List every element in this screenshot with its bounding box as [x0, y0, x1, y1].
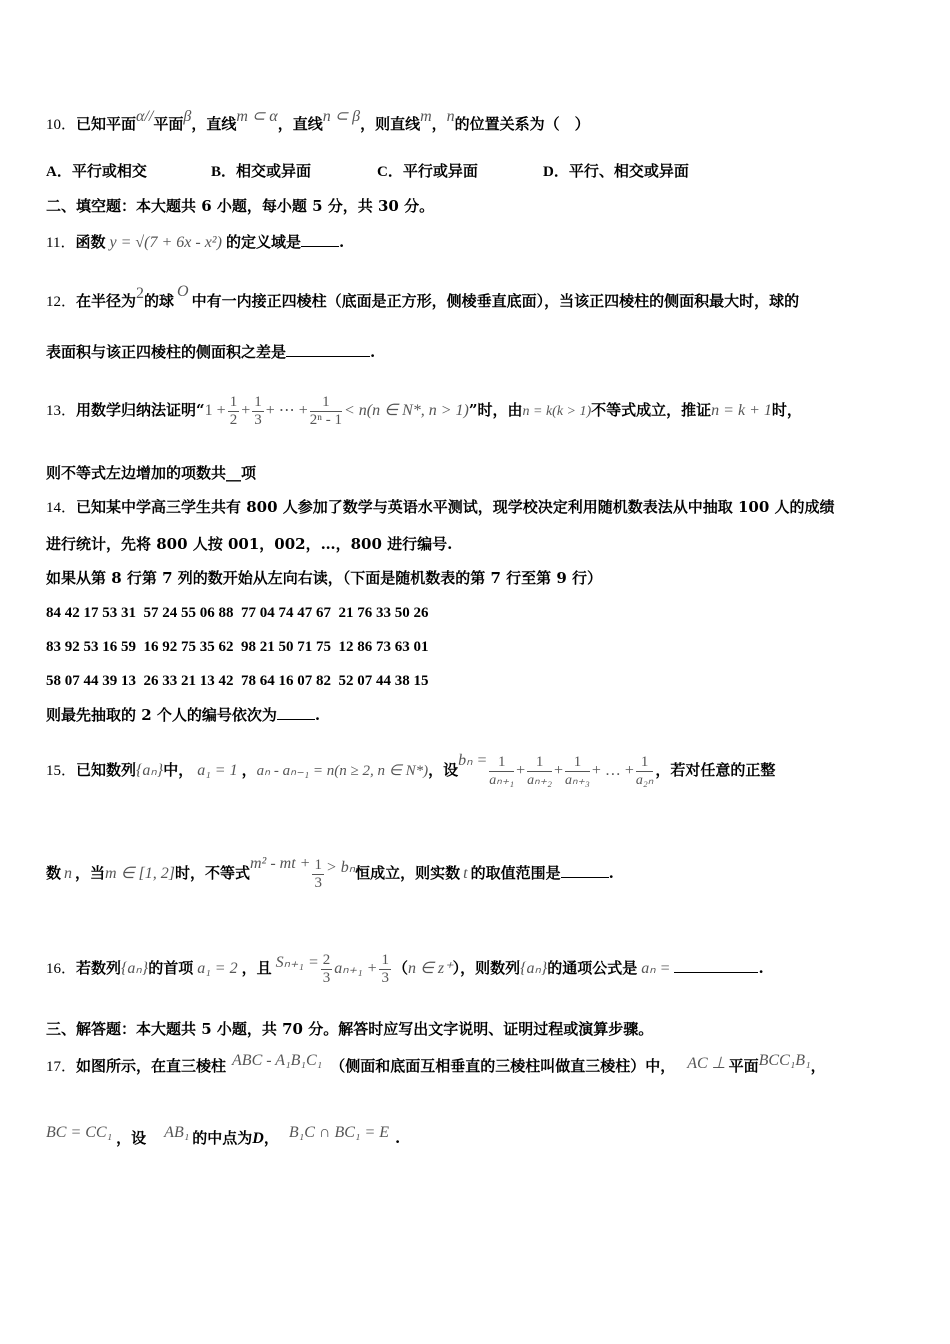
- frac-denominator: a₂ₙ: [635, 772, 654, 788]
- q17-math-ab1: AB₁: [164, 1124, 190, 1141]
- q13-stem: 13．用数学归纳法证明“1 + $\frac{1}{2}$ + $\frac{1}{3}$ + ⋯ + $\frac{1}{\text{2ⁿ - 1}}$ < n(n ∈ N*, n > 1)”时，由n = k(k > 1)不等式成立，推证n = k + 1时，: [46, 393, 802, 428]
- q15-answer-blank[interactable]: [561, 863, 609, 878]
- q13-math-n-eq-k-plus-1: n = k + 1: [711, 402, 772, 419]
- q13-frac-last: [310, 394, 342, 429]
- q15-math-gt-bn: > bₙ: [325, 859, 356, 876]
- q10-math-alpha: α//: [136, 108, 154, 125]
- q12-stem: [46, 283, 800, 312]
- q15-frac-2: [527, 754, 552, 789]
- q15-plus: +: [554, 762, 564, 779]
- q17-math-bc-eq: BC = CC₁: [46, 1124, 113, 1141]
- frac-numerator: 1: [229, 393, 238, 410]
- q16-text: ），则数列: [452, 959, 521, 977]
- q15-math-ineq: m² - mt +: [250, 855, 311, 872]
- q10-text: ，直线: [277, 115, 323, 133]
- frac-numerator: 2: [322, 951, 331, 968]
- q16-text: （: [392, 959, 408, 977]
- q16-text: .: [758, 959, 764, 977]
- q10-text: ，则直线: [360, 115, 421, 133]
- q15-text: .: [608, 864, 614, 882]
- q10-math-n: n: [446, 108, 455, 125]
- q10-math-beta: β: [183, 108, 192, 125]
- q17-math-ac-perp: AC ⊥: [687, 1055, 726, 1072]
- frac-numerator: 1: [636, 754, 653, 772]
- q17-text: 的中点为: [192, 1129, 253, 1147]
- q10-text: 已知平面: [76, 115, 137, 133]
- q10-option-c[interactable]: [377, 161, 543, 182]
- q15-plus: +: [516, 762, 526, 779]
- q10-number: 10．: [46, 117, 77, 133]
- q10-text: ，直线: [191, 115, 237, 133]
- frac-numerator: 1: [527, 754, 552, 772]
- random-table-row-8: 83 92 53 16 59 16 92 75 35 62 98 21 50 71 75 12 86 73 63 01: [46, 639, 429, 655]
- q10-math-m-in-alpha: m ⊂ α: [236, 108, 278, 125]
- q15-frac-1: [489, 754, 514, 789]
- q12-line2: [46, 342, 375, 362]
- q17-stem: [46, 1052, 826, 1077]
- q17-math-prism: ABC - A₁B₁C₁: [232, 1052, 323, 1069]
- q14-number: 14．: [46, 500, 77, 516]
- q10-text: 的位置关系为（ ）: [454, 115, 590, 133]
- q10-option-b[interactable]: [211, 161, 377, 182]
- q15-line2: [46, 850, 614, 896]
- q15-text: 数: [46, 864, 62, 882]
- q10-option-a[interactable]: [46, 161, 211, 182]
- option-text: 平行或异面: [402, 162, 478, 180]
- q16-frac-two-thirds: [321, 952, 333, 987]
- q17-text: 如图所示，在直三棱柱: [76, 1057, 227, 1075]
- q11-stem: [46, 232, 344, 253]
- q17-text: 平面: [728, 1057, 759, 1075]
- q10-text: ，: [431, 115, 447, 133]
- q17-text: .: [395, 1129, 401, 1147]
- q16-math-s: Sₙ₊₁ =: [275, 954, 319, 971]
- option-letter: C．: [377, 164, 403, 180]
- q16-answer-blank[interactable]: [674, 958, 758, 973]
- q13-text: 时，: [771, 401, 802, 419]
- q13-math-dots: + ⋯ +: [265, 402, 308, 419]
- frac-numerator: 1: [381, 951, 389, 968]
- q12-text: 表面积与该正四棱柱的侧面积之差是: [46, 343, 287, 361]
- frac-denominator: 3: [254, 411, 262, 428]
- q16-text: 若数列: [76, 959, 122, 977]
- q12-number: 12．: [46, 294, 77, 310]
- q15-math-n: n: [64, 865, 73, 882]
- q14-line4: [46, 705, 320, 725]
- q13-text: ”时，由: [468, 401, 523, 419]
- q14-line3: 如果从第 8 行第 7 列的数开始从左向右读，（下面是随机数表的第 7 行至第 9 行）: [46, 569, 603, 587]
- q15-text: 时，不等式: [174, 864, 250, 882]
- q13-number: 13．: [46, 403, 77, 419]
- q12-text: .: [370, 343, 376, 361]
- q10-stem: [46, 108, 590, 135]
- frac-numerator: 1: [565, 754, 590, 772]
- q17-text: ，设: [116, 1129, 147, 1147]
- q10-options: [46, 161, 689, 182]
- q12-text: 在半径为: [76, 292, 137, 310]
- q15-plus-dots: + … +: [591, 762, 634, 779]
- q17-text: ，: [810, 1057, 826, 1075]
- q16-math-seq2: {aₙ}: [520, 960, 548, 977]
- q15-text: ，: [241, 761, 257, 779]
- q10-option-d[interactable]: [543, 161, 689, 182]
- q13-text: 用数学归纳法证明“: [76, 401, 205, 419]
- q10-text: 平面: [153, 115, 184, 133]
- q15-text: 中，: [163, 761, 194, 779]
- q10-math-n-in-beta: n ⊂ β: [322, 108, 361, 125]
- q11-answer-blank[interactable]: [301, 232, 339, 247]
- q16-math-an: aₙ =: [641, 960, 671, 977]
- q15-text: 恒成立，则实数: [355, 864, 461, 882]
- frac-denominator: 3: [322, 969, 331, 986]
- q15-frac-3: [565, 754, 590, 789]
- option-text: 平行、相交或异面: [568, 162, 689, 180]
- section-3-heading: 三、解答题：本大题共 5 小题，共 70 分。解答时应写出文字说明、证明过程或演算步骤。: [46, 1020, 654, 1038]
- q16-frac-third: [379, 952, 391, 987]
- frac-denominator: 3: [381, 969, 389, 986]
- q16-math-seq: {aₙ}: [121, 960, 149, 977]
- random-table-row-9: 58 07 44 39 13 26 33 21 13 42 78 64 16 07 82 52 07 44 38 15: [46, 673, 429, 689]
- q15-math-m-range: m ∈ [1, 2]: [105, 865, 175, 882]
- q15-text: 的取值范围是: [470, 864, 561, 882]
- q17-text: ，: [263, 1129, 279, 1147]
- q12-text: 的球: [144, 292, 175, 310]
- q14-answer-blank[interactable]: [277, 705, 315, 720]
- q16-math-n-domain: n ∈ z⁺: [407, 960, 453, 977]
- q15-text: 已知数列: [76, 761, 137, 779]
- q14-text: 则最先抽取的 2 个人的编号依次为: [46, 706, 277, 724]
- q15-stem: [46, 745, 775, 795]
- option-letter: D．: [543, 164, 569, 180]
- option-letter: B．: [211, 164, 237, 180]
- frac-denominator: aₙ₊₂: [527, 772, 552, 788]
- q10-math-m: m: [420, 108, 432, 125]
- q11-number: 11．: [46, 235, 76, 251]
- q13-text: 不等式成立，推证: [591, 401, 712, 419]
- frac-denominator: aₙ₊₁: [489, 772, 515, 788]
- frac-numerator: 1: [489, 754, 514, 772]
- q15-math-recurrence: aₙ - aₙ₋₁ = n(n ≥ 2, n ∈ N*): [256, 763, 429, 779]
- random-table-row-7: 84 42 17 53 31 57 24 55 06 88 77 04 74 47 67 21 76 33 50 26: [46, 605, 429, 621]
- q16-math-a1: a₁ = 2: [197, 960, 238, 977]
- q15-math-seq: {aₙ}: [136, 762, 164, 779]
- q15-frac-4: [636, 754, 653, 789]
- q15-text: ，当: [75, 864, 106, 882]
- q13-math-n-eq-k: n = k(k > 1): [522, 404, 592, 419]
- q17-number: 17．: [46, 1059, 77, 1075]
- q15-math-a1: a₁ = 1: [197, 762, 238, 779]
- option-letter: A．: [46, 164, 72, 180]
- q16-number: 16．: [46, 961, 77, 977]
- q15-number: 15．: [46, 763, 77, 779]
- frac-numerator: 1: [314, 856, 322, 873]
- frac-denominator: aₙ₊₃: [565, 772, 590, 788]
- q16-math-a-plus: aₙ₊₁ +: [334, 960, 378, 977]
- q17-line2: [46, 1124, 401, 1149]
- option-text: 平行或相交: [71, 162, 147, 180]
- section-2-heading: 二、填空题：本大题共 6 小题，每小题 5 分，共 30 分。: [46, 197, 435, 215]
- q16-text: 的首项: [148, 959, 194, 977]
- q16-text: 的通项公式是: [547, 959, 638, 977]
- q15-frac-third: [312, 857, 324, 892]
- q11-text: 的定义域是: [225, 233, 301, 251]
- frac-numerator: 1: [254, 393, 262, 410]
- q14-stem: [46, 497, 835, 518]
- q13-math-rhs: < n(n ∈ N*, n > 1): [344, 402, 469, 419]
- option-text: 相交或异面: [236, 162, 312, 180]
- q16-stem: [46, 943, 764, 993]
- q12-math-sphere-o: O: [177, 283, 189, 300]
- q17-text: （侧面和底面互相垂直的三棱柱叫做直三棱柱）中，: [330, 1057, 676, 1075]
- q13-math-lhs: 1 +: [204, 402, 226, 419]
- q15-math-t: t: [463, 865, 468, 882]
- q14-text: 已知某中学高三学生共有 800 人参加了数学与英语水平测试，现学校决定利用随机数表法从中抽取 100 人的成绩: [76, 498, 835, 516]
- q14-text: .: [314, 706, 321, 724]
- q11-math-function: y = √(7 + 6x - x²): [109, 234, 222, 251]
- frac-denominator: 3: [314, 874, 322, 891]
- q13-frac-third: [252, 394, 264, 429]
- q11-text: 函数: [75, 233, 106, 251]
- q17-math-intersection: B₁C ∩ BC₁ = E: [288, 1124, 390, 1141]
- frac-denominator: 2ⁿ - 1: [309, 411, 342, 428]
- q14-line2: 进行统计，先将 800 人按 001，002，…，800 进行编号.: [46, 535, 453, 553]
- q11-text: .: [338, 233, 345, 251]
- frac-numerator: 1: [310, 394, 342, 412]
- q12-answer-blank[interactable]: [286, 342, 370, 357]
- q16-text: ，且: [241, 959, 272, 977]
- q15-math-bn: bₙ =: [458, 752, 488, 769]
- q15-text: ，若对任意的正整: [655, 761, 776, 779]
- q13-line2: 则不等式左边增加的项数共__项: [46, 464, 257, 482]
- frac-denominator: 2: [229, 411, 238, 428]
- q12-text: 中有一内接正四棱柱（底面是正方形，侧棱垂直底面），当该正四棱柱的侧面积最大时，球的: [191, 292, 800, 310]
- q12-math-radius: 2: [136, 285, 145, 302]
- q13-frac-half: [228, 394, 240, 429]
- q17-math-plane: BCC₁B₁: [758, 1052, 811, 1069]
- q15-text: ，设: [428, 761, 459, 779]
- q17-math-d: D: [252, 1130, 264, 1147]
